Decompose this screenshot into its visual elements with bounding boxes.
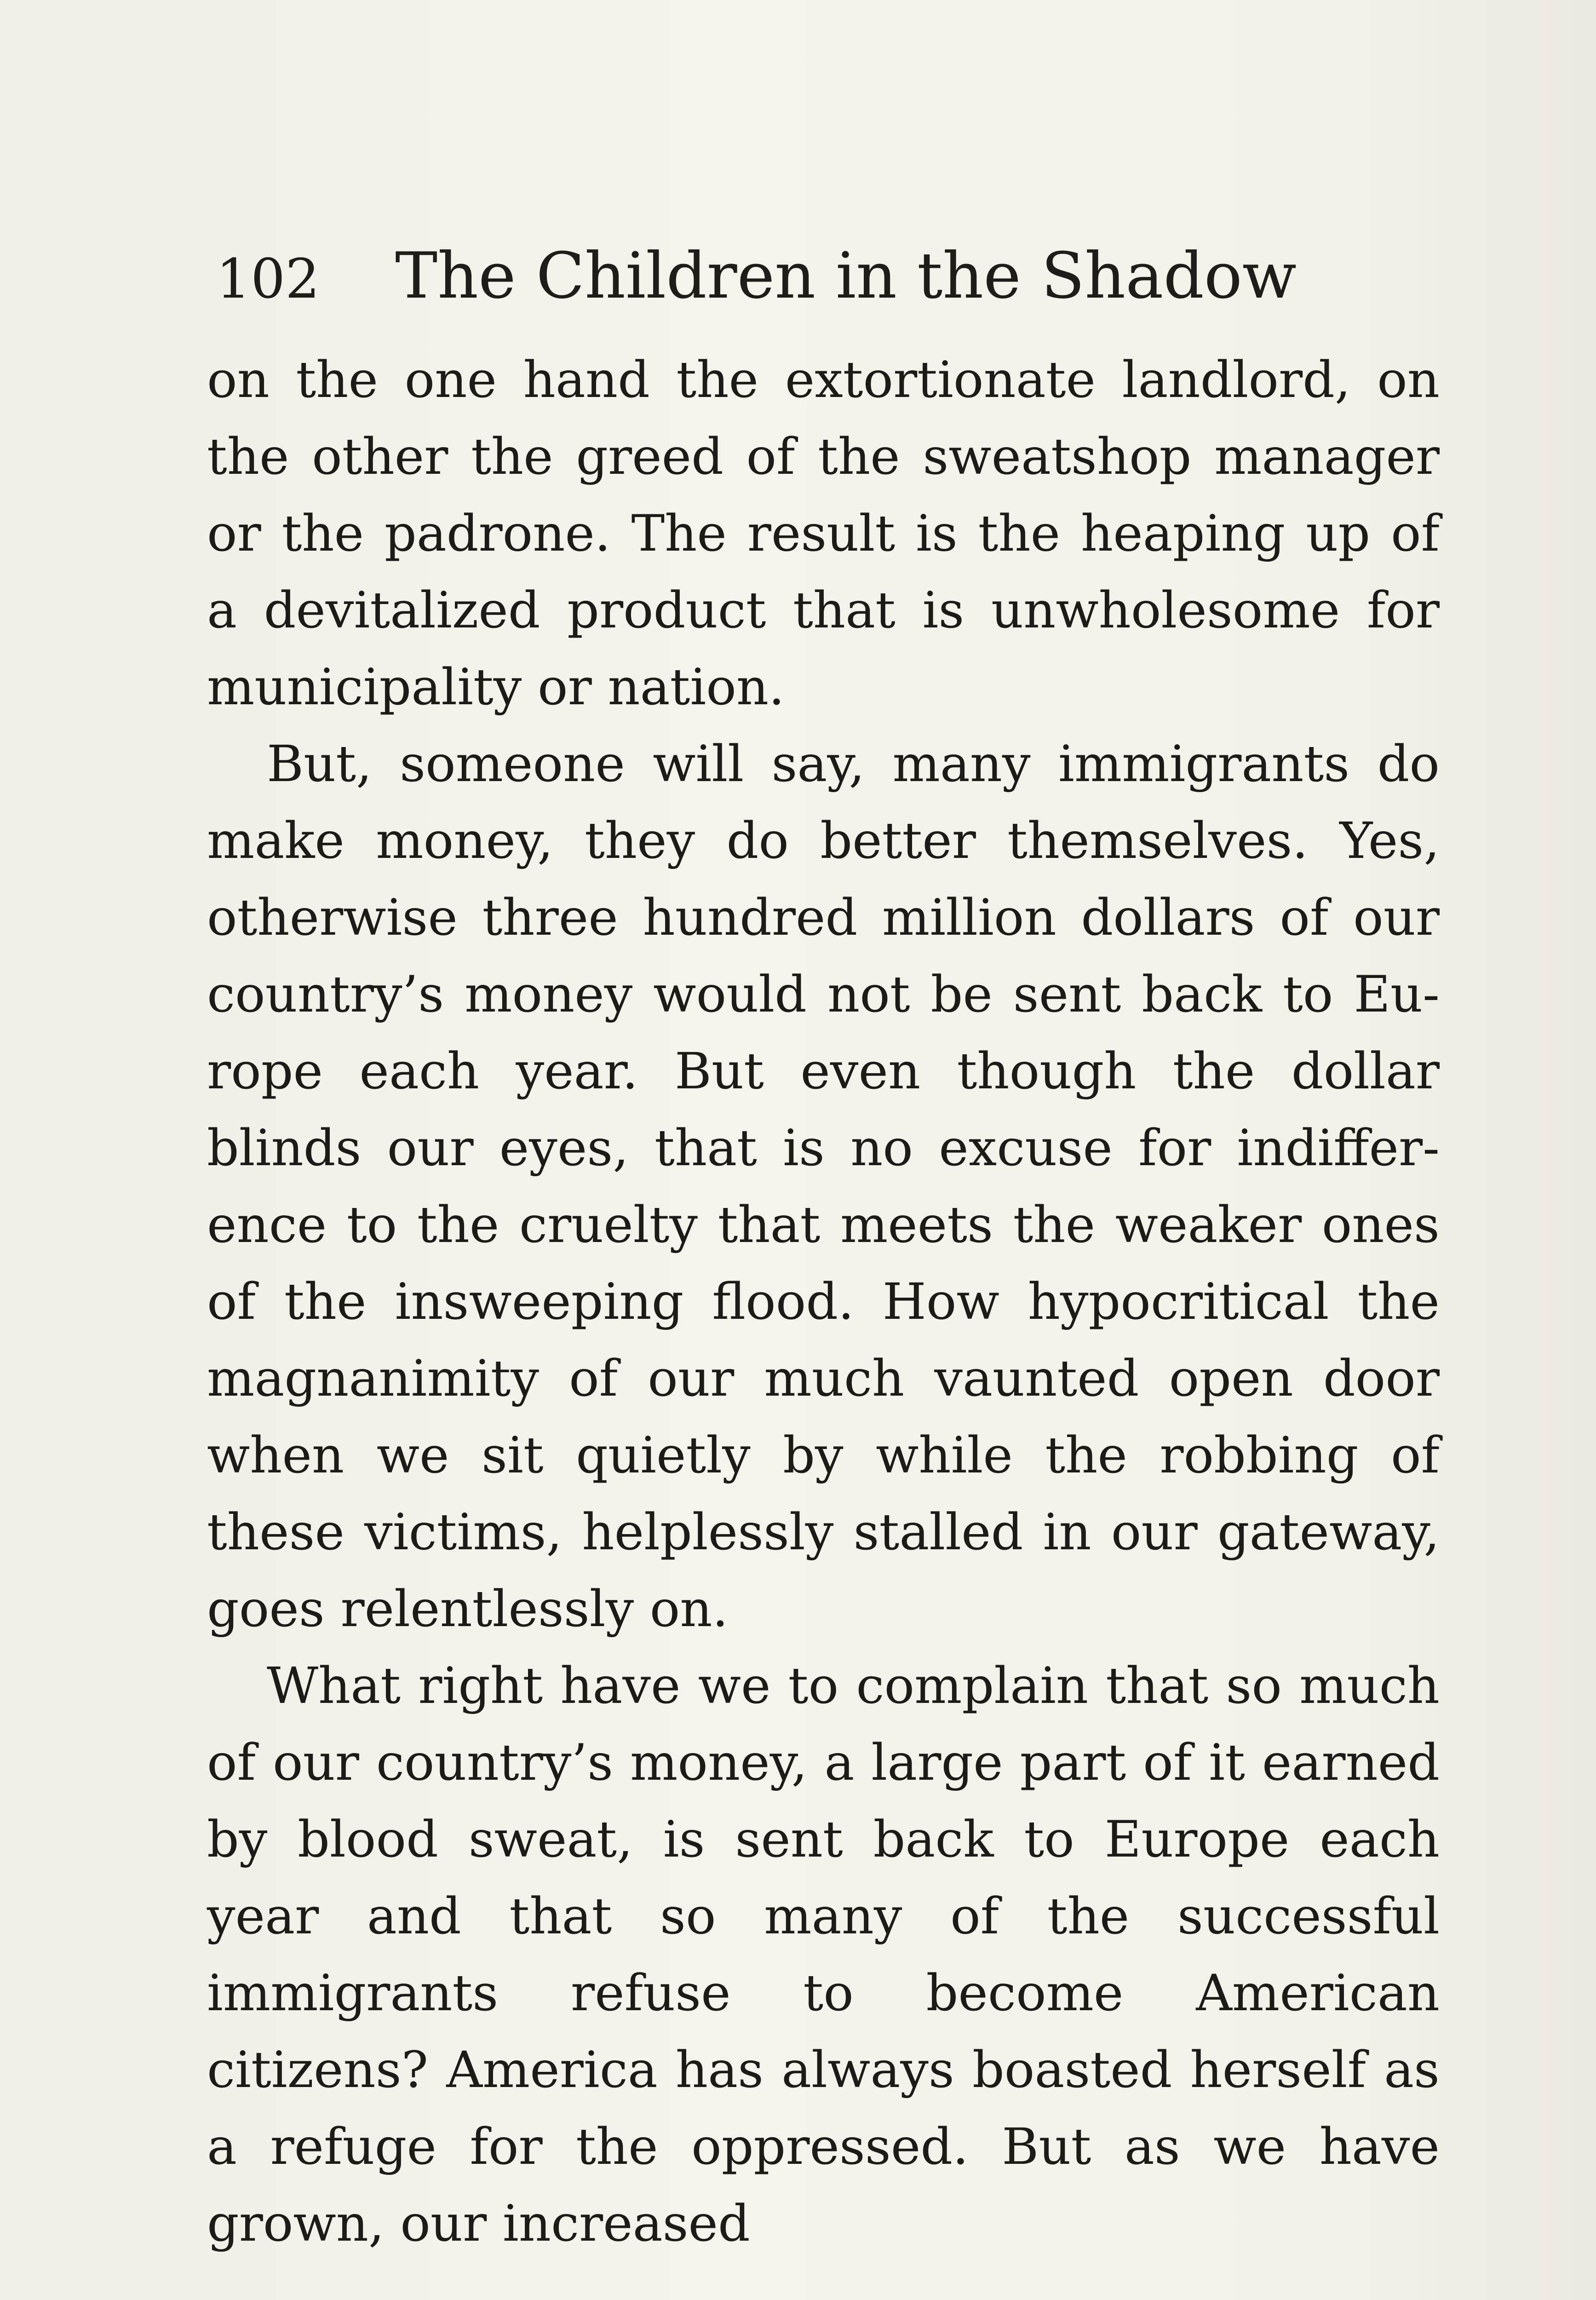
paragraph-2: But, someone will say, many immigrants do make money, they do better themselves. Yes, otherwise three hundred million dollars of our country’s money would not be sent back to Europe each year. But even though the dollar blinds our eyes, that is no excuse for indifference to the cruelty that meets the weaker ones of the insweeping flood. How hypocritical the magnanimity of our much vaunted open door when we sit quietly by while the robbing of these victims, helplessly stalled in our gateway, goes relentlessly on.: [207, 735, 1440, 1638]
page-header: [216, 228, 1458, 324]
paragraph-3: What right have we to complain that so much of our country’s money, a large part of it earned by blood sweat, is sent back to Europe each year and that so many of the successful immigrants refuse to become American citizens? America has always boasted herself as a refuge for the oppressed. But as we have grown, our increased: [207, 1656, 1440, 2253]
paragraph-1: on the one hand the extortionate landlord, on the other the greed of the sweatshop manager or the padrone. The result is the heaping up of a devitalized product that is unwholesome for municipality or nation.: [207, 351, 1440, 716]
body-text: [207, 341, 1440, 2262]
page-number: 102: [216, 247, 320, 310]
running-title: The Children in the Shadow: [395, 239, 1297, 313]
